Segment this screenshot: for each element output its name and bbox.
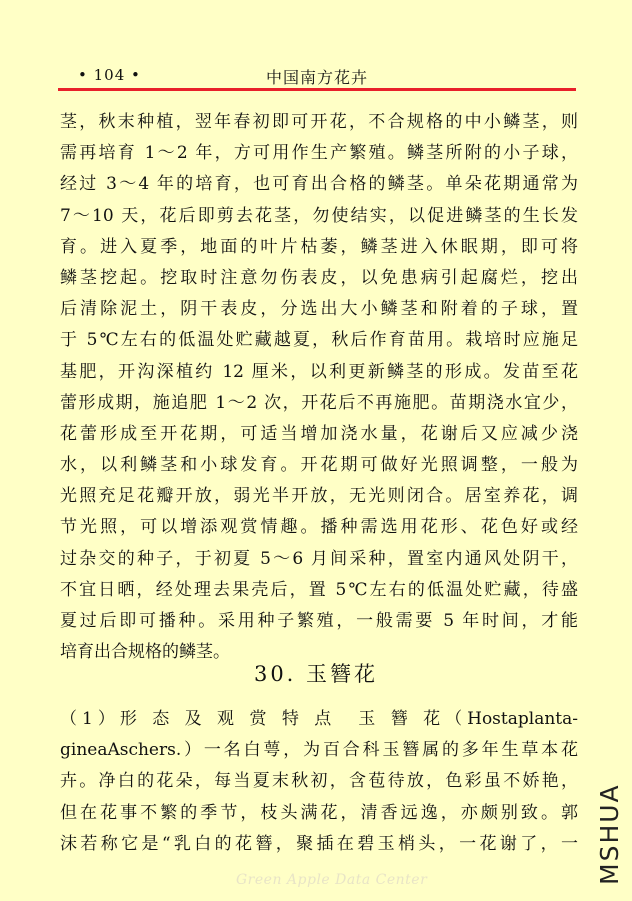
- header-rule: [58, 88, 576, 91]
- text-line: （1）形 态 及 观 赏 特 点 玉 簪 花（Hostaplanta-: [60, 709, 578, 729]
- text-line: 蕾形成期，施追肥 1～2 次，开花后不再施肥。苗期浇水宜少，: [60, 392, 578, 413]
- section-text: [60, 704, 578, 860]
- text-line: 于 5℃左右的低温处贮藏越夏，秋后作育苗用。栽培时应施足: [60, 330, 578, 351]
- text-line: 培育出合规格的鳞茎。: [60, 642, 230, 663]
- text-line: 花蕾形成至开花期，可适当增加浇水量，花谢后又应减少浇: [60, 423, 578, 444]
- text-line: 节光照，可以增添观赏情趣。播种需选用花形、花色好或经: [60, 517, 578, 538]
- text-line: 7～10 天，花后即剪去花茎，勿使结实，以促进鳞茎的生长发: [60, 205, 578, 226]
- text-line: 光照充足花瓣开放，弱光半开放，无光则闭合。居室养花，调: [60, 486, 578, 507]
- text-line: 不宜日晒，经处理去果壳后，置 5℃左右的低温处贮藏，待盛: [60, 579, 578, 600]
- text-line: 后清除泥土，阴干表皮，分选出大小鳞茎和附着的子球，置: [60, 299, 578, 320]
- text-line: gineaAschers.）一名白萼，为百合科玉簪属的多年生草本花: [60, 740, 578, 761]
- body-text: [60, 107, 578, 668]
- text-line: 需再培育 1～2 年，方可用作生产繁殖。鳞茎所附的小子球，: [60, 143, 578, 164]
- book-title: 中国南方花卉: [265, 68, 368, 87]
- side-watermark: MSHUA: [595, 783, 624, 885]
- text-line: 卉。净白的花朵，每当夏末秋初，含苞待放，色彩虽不娇艳，: [60, 771, 578, 792]
- text-line: 鳞茎挖起。挖取时注意勿伤表皮，以免患病引起腐烂，挖出: [60, 267, 578, 288]
- text-line: 育。进入夏季，地面的叶片枯萎，鳞茎进入休眠期，即可将: [60, 236, 578, 257]
- text-line: 水，以利鳞茎和小球发育。开花期可做好光照调整，一般为: [60, 455, 578, 476]
- text-line: 但在花事不繁的季节，枝头满花，清香远逸，亦颇别致。郭: [60, 802, 578, 823]
- text-line: 过杂交的种子，于初夏 5～6 月间采种，置室内通风处阴干，: [60, 548, 578, 569]
- text-line: 茎，秋末种植，翌年春初即可开花，不合规格的中小鳞茎，则: [60, 112, 578, 132]
- page-header: [58, 62, 576, 90]
- footer-watermark: Green Apple Data Center: [236, 872, 428, 888]
- section-heading: 30. 玉簪花: [253, 662, 379, 686]
- text-line: 经过 3～4 年的培育，也可育出合格的鳞茎。单朵花期通常为: [60, 174, 578, 195]
- text-line: 夏过后即可播种。采用种子繁殖，一般需要 5 年时间，才能: [60, 611, 578, 631]
- text-line: 基肥，开沟深植约 12 厘米，以利更新鳞茎的形成。发苗至花: [60, 361, 578, 382]
- text-line: 沫若称它是“乳白的花簪，聚插在碧玉梢头，一花谢了，一: [60, 833, 578, 854]
- page-number: • 104 •: [78, 66, 141, 84]
